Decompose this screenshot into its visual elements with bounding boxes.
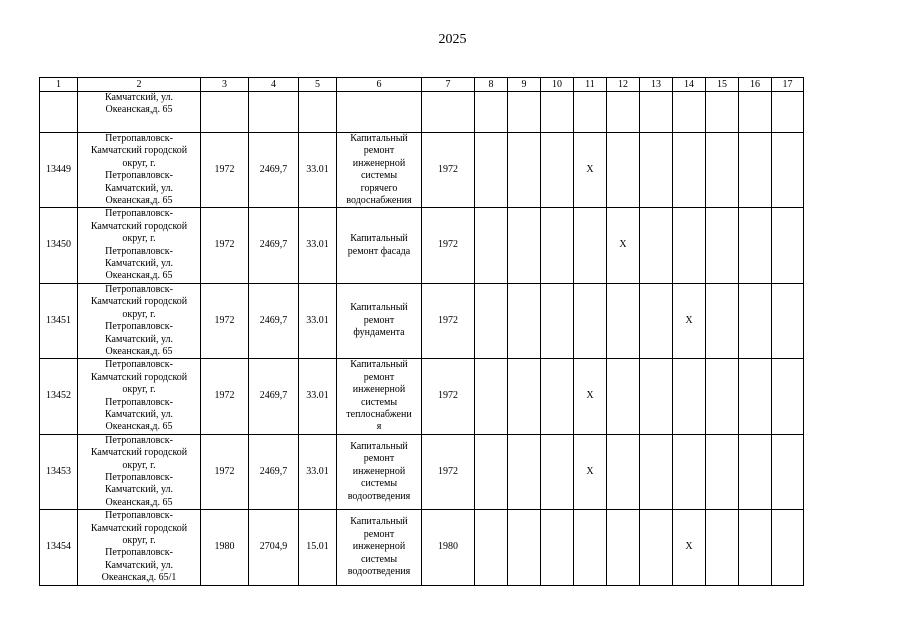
cell-id: 13451 [40, 283, 78, 358]
cell-address: Петропавловск- Камчатский городской округ, г. Петропавловск- Камчатский, ул. Океанская,д. 65/1 [78, 510, 201, 585]
column-number-15: 15 [706, 78, 739, 92]
cell-address [78, 92, 201, 133]
cell-col-16 [739, 359, 772, 434]
cell-work-type: Капитальный ремонт фасада [337, 208, 422, 283]
cell-col-9 [508, 133, 541, 208]
column-number-3: 3 [201, 78, 249, 92]
cell-year-plan: 1972 [422, 359, 475, 434]
cell-col-14: Х [673, 283, 706, 358]
cell-code: 33.01 [299, 359, 337, 434]
cell-col-8 [475, 434, 508, 509]
cell-year-plan: 1972 [422, 208, 475, 283]
page-number: 2025 [438, 32, 467, 47]
table-row [40, 434, 804, 509]
cell-id: 13449 [40, 133, 78, 208]
column-number-16: 16 [739, 78, 772, 92]
cell-col-11: Х [574, 133, 607, 208]
cell-code: 33.01 [299, 133, 337, 208]
cell-col-11: Х [574, 434, 607, 509]
table-body [40, 78, 804, 586]
cell-id: 13452 [40, 359, 78, 434]
cell-area: 2469,7 [249, 133, 299, 208]
column-number-8: 8 [475, 78, 508, 92]
cell-col-12 [607, 133, 640, 208]
column-number-7: 7 [422, 78, 475, 92]
cell-col-10 [541, 510, 574, 585]
cell-address: Петропавловск- Камчатский городской округ, г. Петропавловск- Камчатский, ул. Океанская,д. 65 [78, 359, 201, 434]
cell-empty [706, 92, 739, 133]
cell-col-14 [673, 434, 706, 509]
cell-work-type: Капитальный ремонт инженерной системы водоотведения [337, 510, 422, 585]
cell-empty [739, 92, 772, 133]
column-number-12: 12 [607, 78, 640, 92]
cell-col-16 [739, 208, 772, 283]
cell-area: 2469,7 [249, 208, 299, 283]
table-row [40, 283, 804, 358]
cell-col-9 [508, 359, 541, 434]
cell-address: Петропавловск- Камчатский городской округ, г. Петропавловск- Камчатский, ул. Океанская,д. 65 [78, 208, 201, 283]
registry-table [39, 77, 804, 586]
cell-id: 13450 [40, 208, 78, 283]
cell-col-14: Х [673, 510, 706, 585]
cell-col-17 [772, 208, 804, 283]
cell-id: 13454 [40, 510, 78, 585]
cell-col-16 [739, 133, 772, 208]
cell-col-15 [706, 283, 739, 358]
cell-area: 2469,7 [249, 359, 299, 434]
column-number-17: 17 [772, 78, 804, 92]
cell-area: 2704,9 [249, 510, 299, 585]
cell-address: Петропавловск- Камчатский городской округ, г. Петропавловск- Камчатский, ул. Океанская,д. 65 [78, 133, 201, 208]
cell-col-11 [574, 283, 607, 358]
cell-col-10 [541, 359, 574, 434]
cell-col-10 [541, 434, 574, 509]
address-text: Камчатский, ул. Океанская,д. 65 [104, 92, 174, 116]
cell-address: Петропавловск- Камчатский городской округ, г. Петропавловск- Камчатский, ул. Океанская,д. 65 [78, 434, 201, 509]
continuation-row [40, 92, 804, 133]
cell-empty [640, 92, 673, 133]
cell-col-9 [508, 208, 541, 283]
cell-col-12: Х [607, 208, 640, 283]
cell-col-14 [673, 133, 706, 208]
cell-col-17 [772, 510, 804, 585]
cell-work-type: Капитальный ремонт фундамента [337, 283, 422, 358]
cell-area: 2469,7 [249, 283, 299, 358]
cell-col-11 [574, 510, 607, 585]
cell-empty [299, 92, 337, 133]
cell-work-type: Капитальный ремонт инженерной системы теплоснабжени я [337, 359, 422, 434]
cell-year: 1980 [201, 510, 249, 585]
cell-col-14 [673, 359, 706, 434]
cell-col-15 [706, 359, 739, 434]
column-number-6: 6 [337, 78, 422, 92]
cell-empty [249, 92, 299, 133]
cell-col-8 [475, 359, 508, 434]
column-number-2: 2 [78, 78, 201, 92]
cell-col-12 [607, 359, 640, 434]
column-number-5: 5 [299, 78, 337, 92]
column-number-13: 13 [640, 78, 673, 92]
cell-col-12 [607, 283, 640, 358]
cell-empty [772, 92, 804, 133]
cell-col-9 [508, 434, 541, 509]
cell-col-8 [475, 283, 508, 358]
cell-col-10 [541, 133, 574, 208]
cell-empty [574, 92, 607, 133]
cell-col-9 [508, 283, 541, 358]
cell-col-15 [706, 434, 739, 509]
cell-col-17 [772, 434, 804, 509]
cell-year: 1972 [201, 208, 249, 283]
cell-col-13 [640, 133, 673, 208]
cell-id: 13453 [40, 434, 78, 509]
cell-col-9 [508, 510, 541, 585]
cell-col-15 [706, 133, 739, 208]
column-number-9: 9 [508, 78, 541, 92]
cell-col-15 [706, 510, 739, 585]
cell-year: 1972 [201, 133, 249, 208]
cell-col-13 [640, 434, 673, 509]
column-number-1: 1 [40, 78, 78, 92]
cell-work-type: Капитальный ремонт инженерной системы горячего водоснабжения [337, 133, 422, 208]
cell-col-14 [673, 208, 706, 283]
cell-year-plan: 1972 [422, 283, 475, 358]
cell-col-13 [640, 283, 673, 358]
cell-work-type: Капитальный ремонт инженерной системы водоотведения [337, 434, 422, 509]
cell-year-plan: 1972 [422, 133, 475, 208]
cell-col-16 [739, 434, 772, 509]
cell-year: 1972 [201, 359, 249, 434]
cell-address: Петропавловск- Камчатский городской округ, г. Петропавловск- Камчатский, ул. Океанская,д. 65 [78, 283, 201, 358]
cell-year: 1972 [201, 434, 249, 509]
cell-empty [475, 92, 508, 133]
cell-year: 1972 [201, 283, 249, 358]
cell-col-15 [706, 208, 739, 283]
cell-empty [201, 92, 249, 133]
cell-col-8 [475, 133, 508, 208]
cell-col-11: Х [574, 359, 607, 434]
cell-col-17 [772, 283, 804, 358]
cell-col-12 [607, 434, 640, 509]
cell-col-8 [475, 208, 508, 283]
cell-empty [541, 92, 574, 133]
column-number-4: 4 [249, 78, 299, 92]
column-number-11: 11 [574, 78, 607, 92]
cell-area: 2469,7 [249, 434, 299, 509]
cell-col-16 [739, 283, 772, 358]
cell-col-10 [541, 283, 574, 358]
cell-year-plan: 1972 [422, 434, 475, 509]
table-row [40, 359, 804, 434]
cell-year-plan: 1980 [422, 510, 475, 585]
cell-empty [607, 92, 640, 133]
cell-col-8 [475, 510, 508, 585]
cell-code: 33.01 [299, 283, 337, 358]
cell-code: 33.01 [299, 434, 337, 509]
cell-col-12 [607, 510, 640, 585]
table-row [40, 510, 804, 585]
cell-code: 33.01 [299, 208, 337, 283]
cell-col-10 [541, 208, 574, 283]
cell-col-17 [772, 359, 804, 434]
cell-code: 15.01 [299, 510, 337, 585]
table-row [40, 133, 804, 208]
column-number-10: 10 [541, 78, 574, 92]
cell-empty [673, 92, 706, 133]
cell-col-11 [574, 208, 607, 283]
cell-col-16 [739, 510, 772, 585]
cell-id [40, 92, 78, 133]
cell-col-13 [640, 208, 673, 283]
cell-col-17 [772, 133, 804, 208]
cell-col-13 [640, 359, 673, 434]
cell-empty [422, 92, 475, 133]
cell-col-13 [640, 510, 673, 585]
column-number-row [40, 78, 804, 92]
column-number-14: 14 [673, 78, 706, 92]
cell-empty [508, 92, 541, 133]
table-row [40, 208, 804, 283]
cell-empty [337, 92, 422, 133]
